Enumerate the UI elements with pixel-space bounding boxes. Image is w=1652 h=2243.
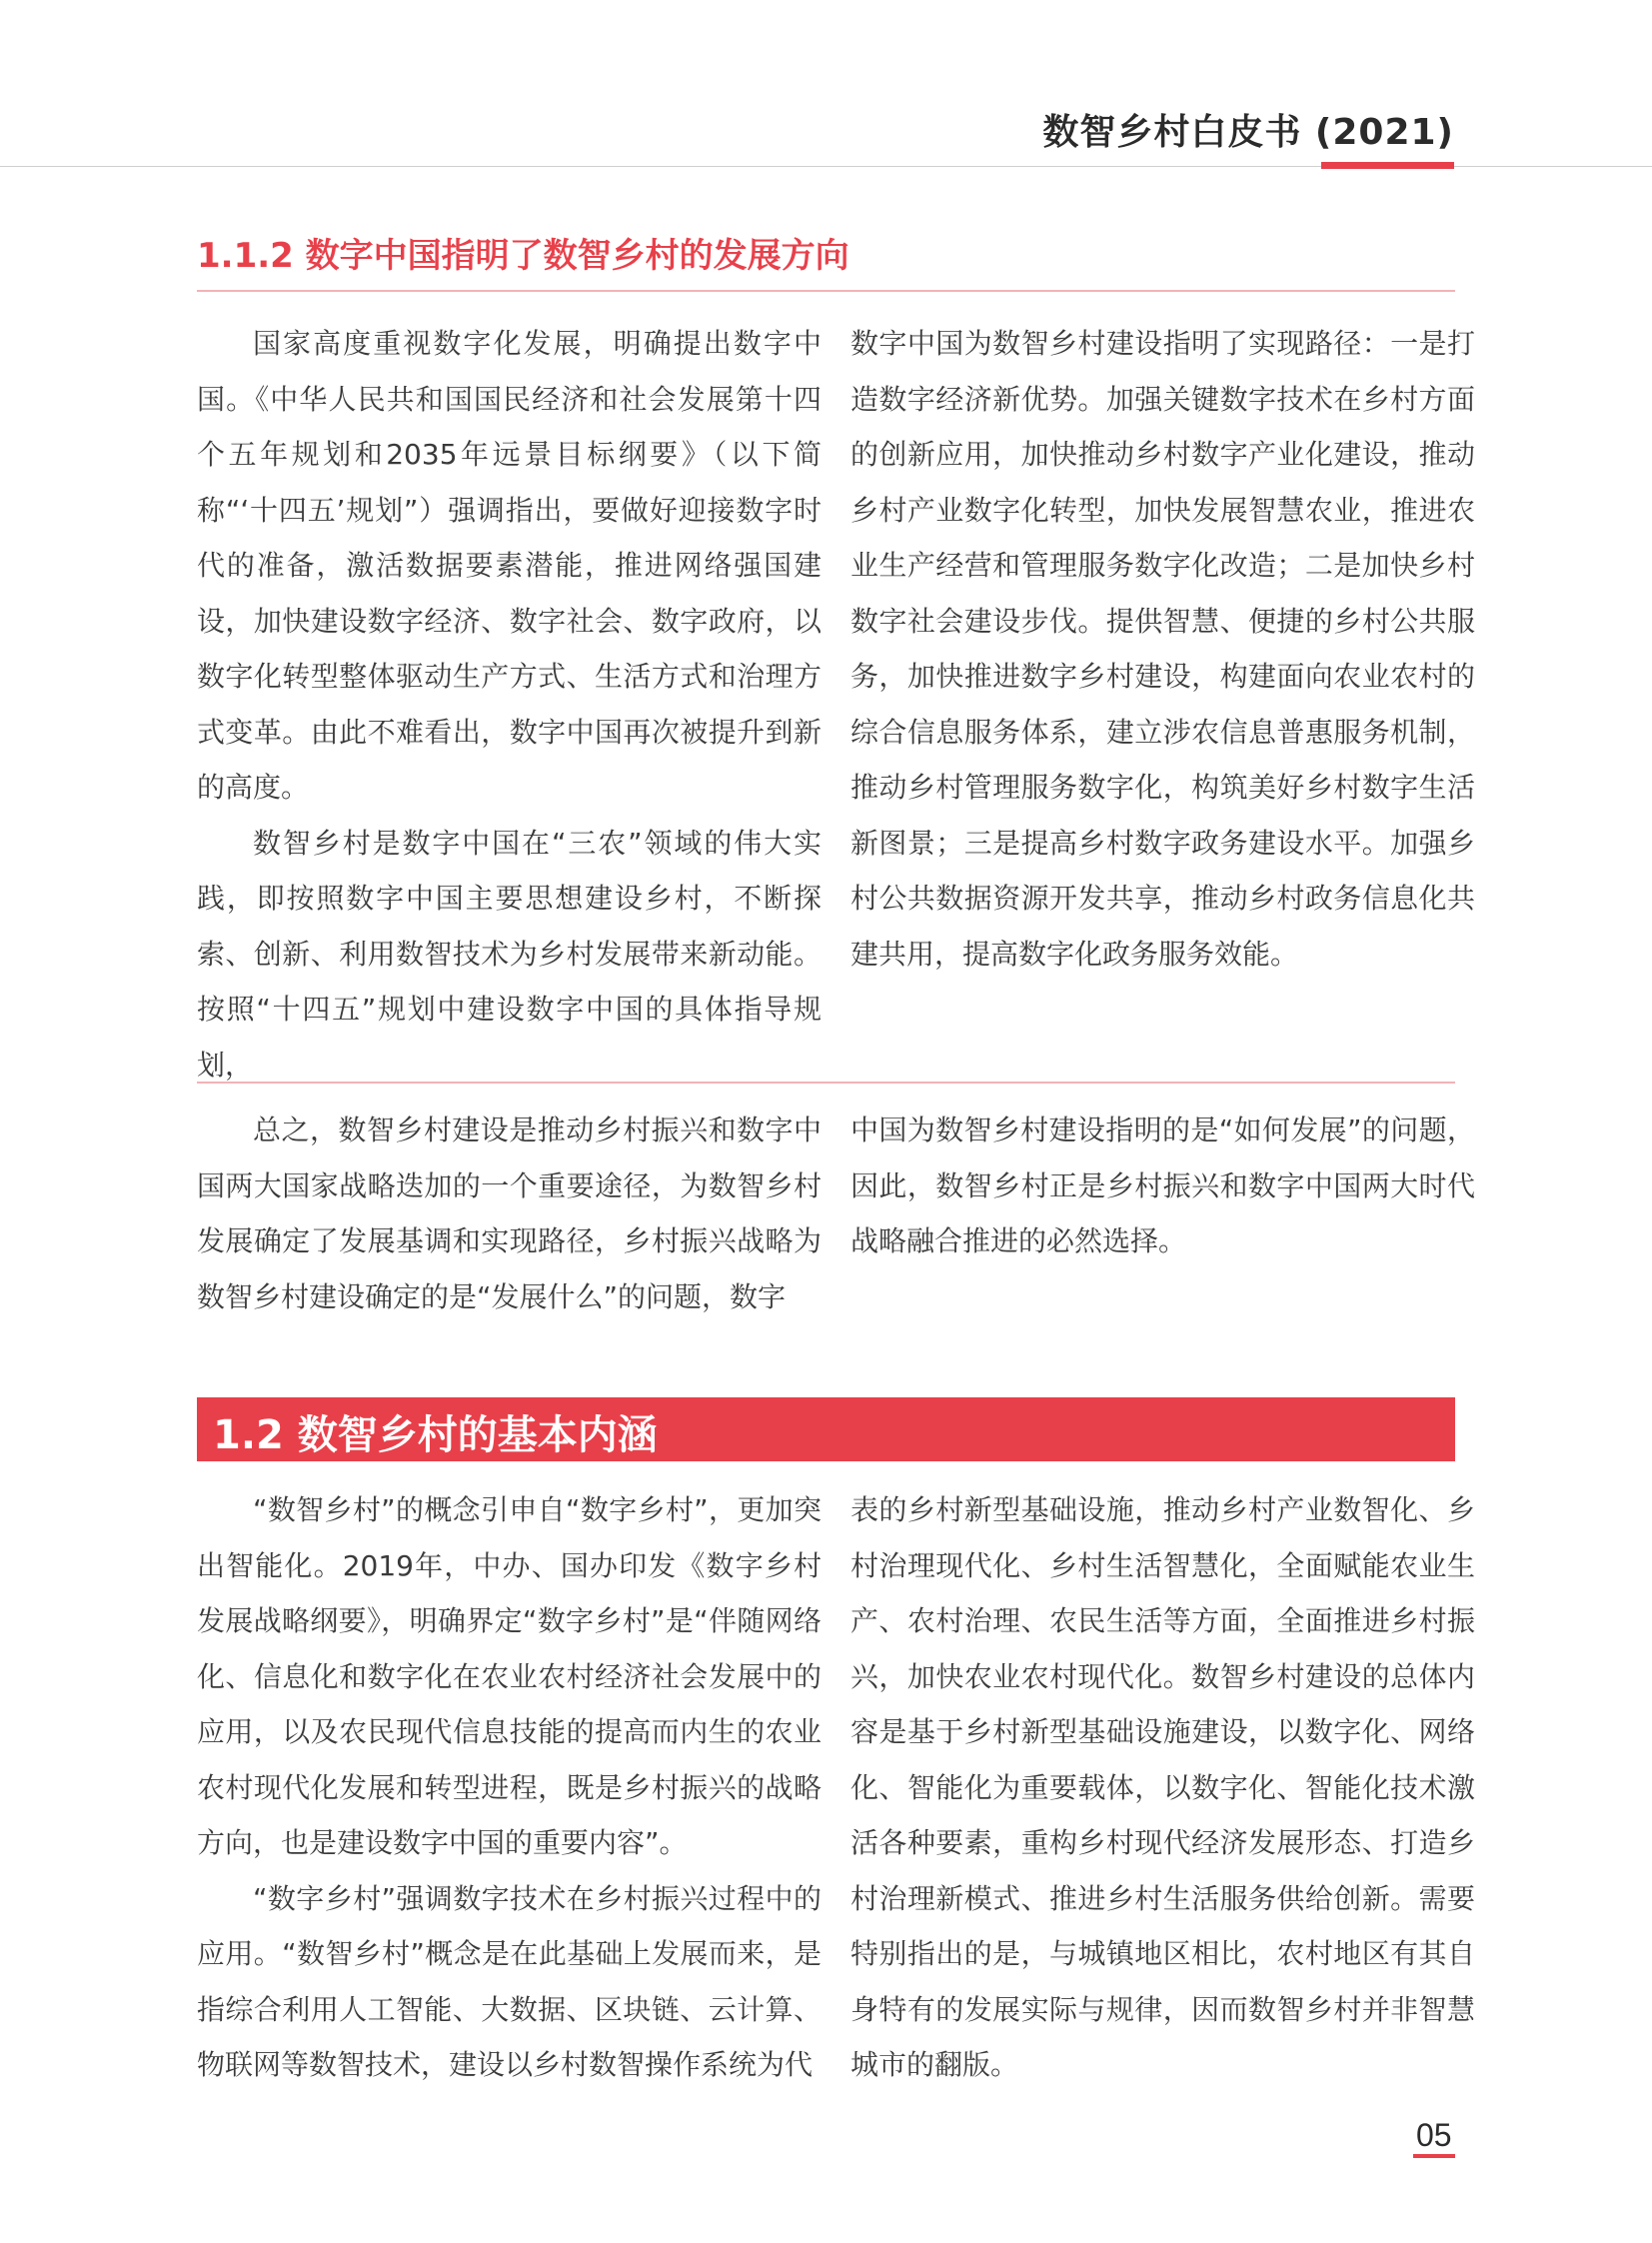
paragraph: 国家高度重视数字化发展，明确提出数字中国。《中华人民共和国国民经济和社会发展第十四个五年规划和2035年远景目标纲要》（以下简称“‘十四五’规划”）强调指出，要做好迎接数字时代的准备，激活数据要素潜能，推进网络强国建设，加快建设数字经济、数字社会、数字政府，以数字化转型整体驱动生产方式、生活方式和治理方式变革。由此不难看出，数字中国再次被提升到新的高度。 [197,327,822,804]
summary-left-column [197,1103,822,1324]
paragraph: 数字中国为数智乡村建设指明了实现路径：一是打造数字经济新优势。加强关键数字技术在乡村方面的创新应用，加快推动乡村数字产业化建设，推动乡村产业数字化转型，加快发展智慧农业，推进农业生产经营和管理服务数字化改造；二是加快乡村数字社会建设步伐。提供智慧、便捷的乡村公共服务，加快推进数字乡村建设，构建面向农业农村的综合信息服务体系，建立涉农信息普惠服务机制，推动乡村管理服务数字化，构筑美好乡村数字生活新图景；三是提高乡村数字政务建设水平。加强乡村公共数据资源开发共享，推动乡村政务信息化共建共用，提高数字化政务服务效能。 [850,327,1475,971]
paragraph: 总之，数智乡村建设是推动乡村振兴和数字中国两大国家战略迭加的一个重要途径，为数智乡村发展确定了发展基调和实现路径，乡村振兴战略为数智乡村建设确定的是“发展什么”的问题，数字 [197,1114,822,1313]
paragraph: “数智乡村”的概念引申自“数字乡村”，更加突出智能化。2019年，中办、国办印发《数字乡村发展战略纲要》，明确界定“数字乡村”是“伴随网络化、信息化和数字化在农业农村经济社会发展中的应用，以及农民现代信息技能的提高而内生的农业农村现代化发展和转型进程，既是乡村振兴的战略方向，也是建设数字中国的重要内容”。 [197,1493,822,1859]
document-title: 数智乡村白皮书 (2021) [1042,112,1454,153]
section-1-2-left-column [197,1482,822,2093]
section-1-1-2-right-column [850,316,1475,982]
page-number-underline [1413,2154,1455,2158]
header-accent-bar [1321,162,1454,169]
paragraph: 中国为数智乡村建设指明的是“如何发展”的问题，因此，数智乡村正是乡村振兴和数字中国两大时代战略融合推进的必然选择。 [850,1114,1475,1257]
paragraph: 数智乡村是数字中国在“三农”领域的伟大实践，即按照数字中国主要思想建设乡村，不断探索、创新、利用数智技术为乡村发展带来新动能。按照“十四五”规划中建设数字中国的具体指导规划， [197,826,822,1082]
page-number: 05 [1416,2117,1452,2153]
summary-divider [197,1082,1455,1084]
paragraph: “数字乡村”强调数字技术在乡村振兴过程中的应用。“数智乡村”概念是在此基础上发展而来，是指综合利用人工智能、大数据、区块链、云计算、物联网等数智技术，建设以乡村数智操作系统为代 [197,1881,822,2081]
paragraph: 表的乡村新型基础设施，推动乡村产业数智化、乡村治理现代化、乡村生活智慧化，全面赋能农业生产、农村治理、农民生活等方面，全面推进乡村振兴，加快农业农村现代化。数智乡村建设的总体内容是基于乡村新型基础设施建设，以数字化、网络化、智能化为重要载体，以数字化、智能化技术激活各种要素，重构乡村现代经济发展形态、打造乡村治理新模式、推进乡村生活服务供给创新。需要特别指出的是，与城镇地区相比，农村地区有其自身特有的发展实际与规律，因而数智乡村并非智慧城市的翻版。 [850,1493,1475,2081]
section-banner-1-2 [197,1397,1455,1461]
section-1-1-2-left-column [197,316,822,1093]
section-heading-1-1-2: 1.1.2 数字中国指明了数智乡村的发展方向 [197,236,849,276]
section-1-2-right-column [850,1482,1475,2093]
section-heading-1-2: 1.2 数智乡村的基本内涵 [213,1412,658,1458]
summary-right-column [850,1103,1475,1269]
section-heading-rule [197,290,1455,292]
